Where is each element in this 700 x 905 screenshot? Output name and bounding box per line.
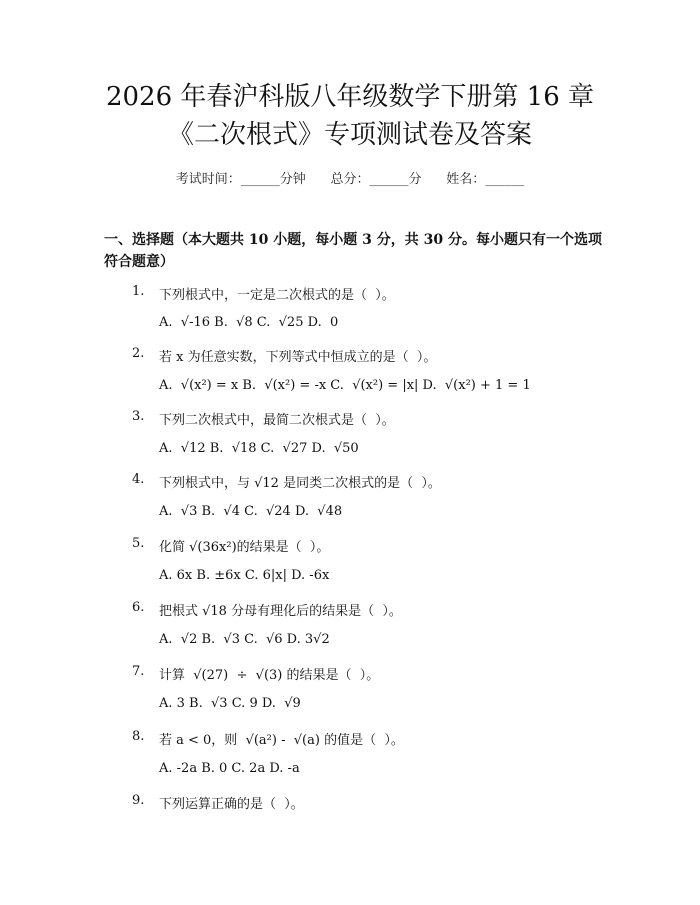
document-title-line-2: 《二次根式》专项测试卷及答案 bbox=[167, 120, 532, 150]
question-number: 2. bbox=[132, 346, 145, 361]
question-number: 7. bbox=[132, 664, 145, 679]
question-options: A. √-16 B. √8 C. √25 D. 0 bbox=[159, 315, 339, 330]
question-number: 5. bbox=[132, 536, 145, 551]
question-options: A. √12 B. √18 C. √27 D. √50 bbox=[159, 441, 359, 456]
section-heading: 一、选择题（本大题共 10 小题，每小题 3 分，共 30 分。每小题只有一个选项符合题意） bbox=[104, 232, 602, 270]
question-number: 6. bbox=[132, 600, 145, 615]
question-number: 9. bbox=[132, 793, 145, 808]
question-options: A. √2 B. √3 C. √6 D. 3√2 bbox=[159, 632, 330, 647]
question-options: A. √(x²) = x B. √(x²) = -x C. √(x²) = |x| D. √(x²) + 1 = 1 bbox=[159, 378, 531, 393]
question-options: A. 6x B. ±6x C. 6|x| D. -6x bbox=[159, 568, 330, 583]
question-number: 4. bbox=[132, 472, 145, 487]
question-text: 计算 √(27) ÷ √(3) 的结果是（ ）。 bbox=[159, 668, 380, 683]
question-text: 下列根式中，与 √12 是同类二次根式的是（ ）。 bbox=[159, 476, 441, 491]
question-text: 下列二次根式中，最简二次根式是（ ）。 bbox=[159, 413, 395, 428]
question-options: A. -2a B. 0 C. 2a D. -a bbox=[159, 761, 300, 776]
question-text: 若 x 为任意实数，下列等式中恒成立的是（ ）。 bbox=[159, 350, 437, 365]
question-text: 化简 √(36x²)的结果是（ ）。 bbox=[159, 540, 330, 555]
question-options: A. 3 B. √3 C. 9 D. √9 bbox=[159, 696, 301, 711]
exam-info-line: 考试时间：______分钟 总分：______分 姓名：______ bbox=[175, 172, 525, 187]
question-text: 把根式 √18 分母有理化后的结果是（ ）。 bbox=[159, 604, 402, 619]
question-text: 下列根式中，一定是二次根式的是（ ）。 bbox=[159, 288, 395, 303]
question-number: 3. bbox=[132, 409, 145, 424]
document-title-line-1: 2026 年春沪科版八年级数学下册第 16 章 bbox=[105, 82, 595, 112]
question-options: A. √3 B. √4 C. √24 D. √48 bbox=[159, 504, 343, 519]
question-text: 下列运算正确的是（ ）。 bbox=[159, 797, 304, 812]
question-text: 若 a < 0，则 √(a²) - √(a) 的值是（ ）。 bbox=[159, 733, 404, 748]
question-number: 1. bbox=[132, 284, 145, 299]
question-number: 8. bbox=[132, 729, 145, 744]
